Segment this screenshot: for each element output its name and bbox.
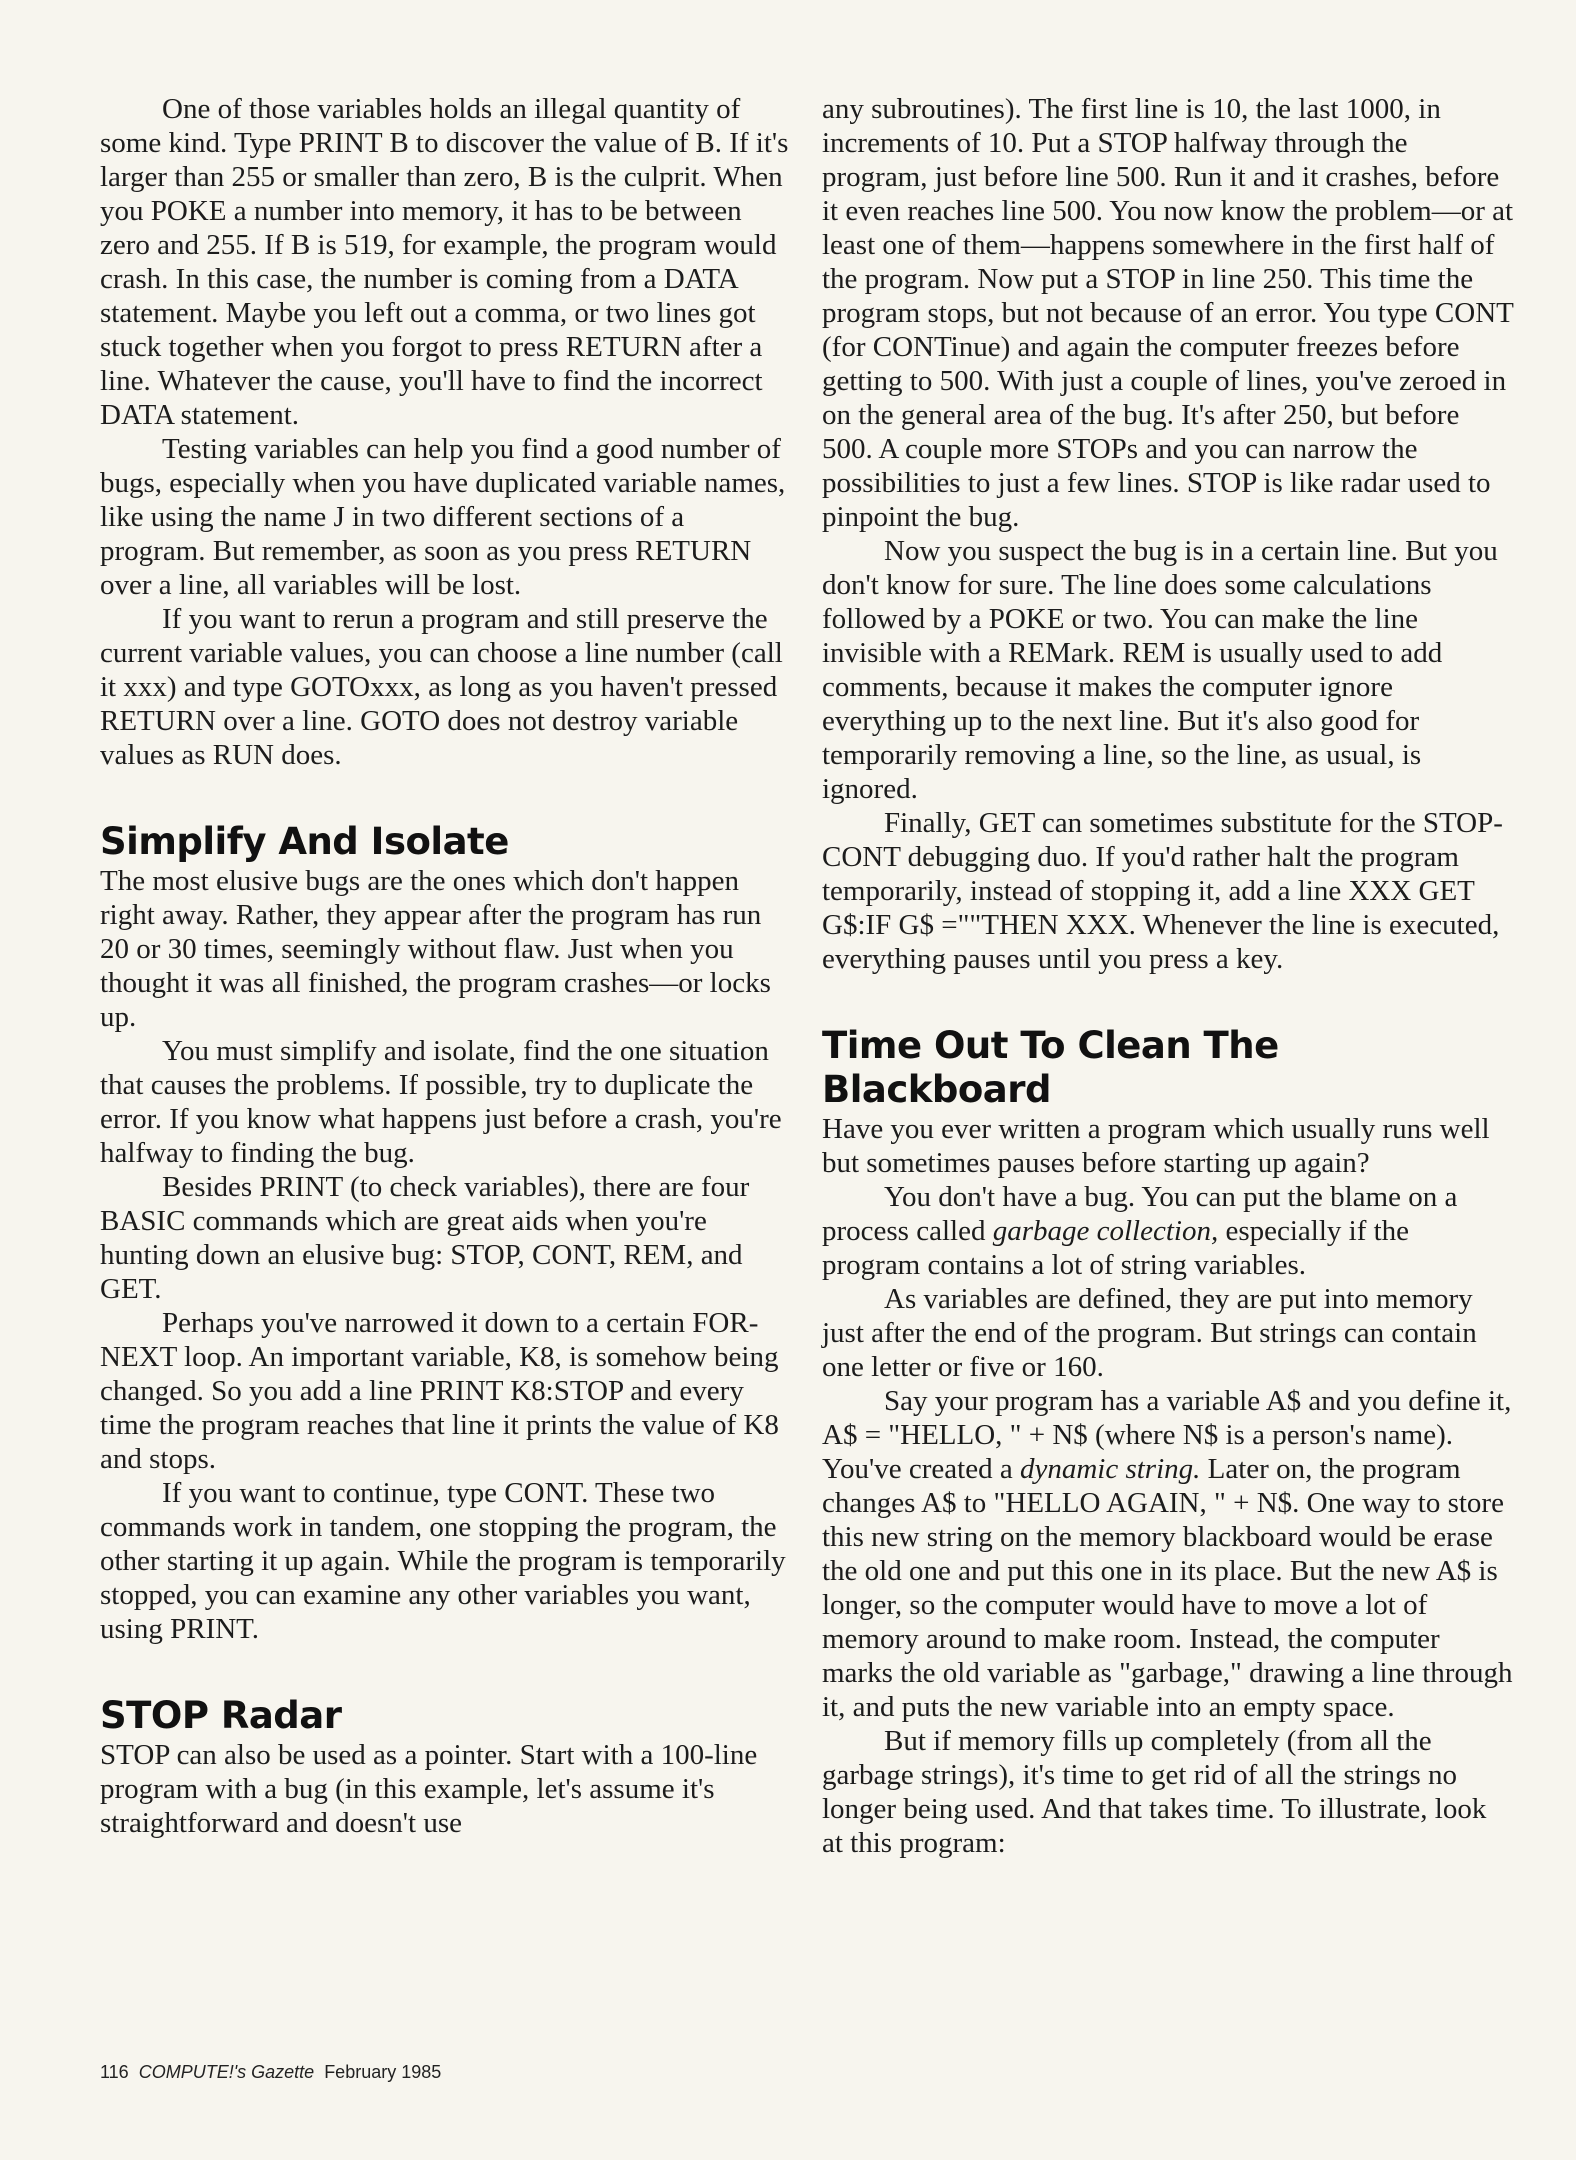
page-number: 116 <box>100 2062 129 2082</box>
body-paragraph: Now you suspect the bug is in a certain line. But you don't know for sure. The line does some calculations followed by a POKE or two. You can make the line invisible with a REMark. REM is usually used to add comments, because it makes the computer ignore everything up to the next line. But it's also good for temporarily removing a line, so the line, as usual, is ignored. <box>822 535 1498 805</box>
right-column <box>822 92 1514 1860</box>
body-paragraph: One of those variables holds an illegal quantity of some kind. Type PRINT B to discover the value of B. If it's larger than 255 or smaller than zero, B is the culprit. When you POKE a number into memory, it has to be between zero and 255. If B is 519, for example, the program would crash. In this case, the number is coming from a DATA statement. Maybe you left out a comma, or two lines got stuck together when you forgot to press RETURN after a line. Whatever the cause, you'll have to find the incorrect DATA statement. <box>100 93 789 431</box>
section-heading-simplify: Simplify And Isolate <box>100 820 509 863</box>
body-paragraph: Finally, GET can sometimes substitute for the STOP-CONT debugging duo. If you'd rather halt the program temporarily, instead of stopping it, add a line XXX GET G$:IF G$ =""THEN XXX. Whenever the line is executed, everything pauses until you press a key. <box>822 807 1503 975</box>
spacer <box>100 1646 792 1694</box>
issue-date: February 1985 <box>324 2062 442 2082</box>
body-paragraph: You must simplify and isolate, find the one situation that causes the problems. If possible, try to duplicate the error. If you know what happens just before a crash, you're halfway to finding the bug. <box>100 1035 782 1169</box>
body-paragraph <box>822 1180 1514 1282</box>
spacer <box>822 976 1514 1024</box>
section-heading-stop-radar: STOP Radar <box>100 1694 342 1737</box>
body-paragraph: As variables are defined, they are put into memory just after the end of the program. But strings can contain one letter or five or 160. <box>822 1283 1477 1383</box>
body-paragraph: Testing variables can help you find a good number of bugs, especially when you have duplicated variable names, like using the name J in two different sections of a program. But remember, as soon as you press RETURN over a line, all variables will be lost. <box>100 433 786 601</box>
body-paragraph: any subroutines). The first line is 10, the last 1000, in increments of 10. Put a STOP halfway through the program, just before line 500. Run it and it crashes, before it even reaches line 500. You now know the problem—or at least one of them—happens somewhere in the first half of the program. Now put a STOP in line 250. This time the program stops, but not because of an error. You type CONT (for CONTinue) and again the computer freezes before getting to 500. With just a couple of lines, you've zeroed in on the general area of the bug. It's after 250, but before 500. A couple more STOPs and you can narrow the possibilities to just a few lines. STOP is like radar used to pinpoint the bug. <box>822 93 1514 533</box>
section-heading-blackboard: Time Out To Clean The Blackboard <box>822 1024 1279 1111</box>
italic-term: garbage collection, <box>992 1215 1219 1247</box>
body-paragraph: STOP can also be used as a pointer. Start with a 100-line program with a bug (in this example, let's assume it's straightforward and doesn't use <box>100 1739 758 1839</box>
body-paragraph: If you want to rerun a program and still preserve the current variable values, you can choose a line number (call it xxx) and type GOTOxxx, as long as you haven't pressed RETURN over a line. GOTO does not destroy variable values as RUN does. <box>100 603 783 771</box>
body-paragraph: The most elusive bugs are the ones which don't happen right away. Rather, they appear after the program has run 20 or 30 times, seemingly without flaw. Just when you thought it was all finished, the program crashes—or locks up. <box>100 865 771 1033</box>
left-column <box>100 92 792 1840</box>
page-footer <box>100 2062 441 2083</box>
body-paragraph: Have you ever written a program which usually runs well but sometimes pauses before starting up again? <box>822 1113 1490 1179</box>
body-paragraph: If you want to continue, type CONT. These two commands work in tandem, one stopping the program, the other starting it up again. While the program is temporarily stopped, you can examine any other variables you want, using PRINT. <box>100 1477 786 1645</box>
text-run: You don't have a bug. You can put the blame on a process called <box>822 1181 1458 1247</box>
spacer <box>100 772 792 820</box>
body-paragraph: Perhaps you've narrowed it down to a certain FOR-NEXT loop. An important variable, K8, is somehow being changed. So you add a line PRINT K8:STOP and every time the program reaches that line it prints the value of K8 and stops. <box>100 1307 779 1475</box>
italic-term: dynamic string. <box>1019 1453 1201 1485</box>
body-paragraph: But if memory fills up completely (from all the garbage strings), it's time to get rid of all the strings no longer being used. And that takes time. To illustrate, look at this program: <box>822 1725 1487 1859</box>
text-run: especially if the program contains a lot of string variables. <box>822 1215 1410 1281</box>
body-paragraph <box>822 1384 1514 1724</box>
text-run: Say your program has a variable A$ and you define it, A$ = "HELLO, " + N$ (where N$ is a person's name). You've created a <box>822 1385 1512 1485</box>
publication-name: COMPUTE!'s Gazette <box>138 2062 315 2082</box>
text-run: Later on, the program changes A$ to "HELLO AGAIN, " + N$. One way to store this new string on the memory blackboard would be erase the old one and put this one in its place. But the new A$ is longer, so the computer would have to move a lot of memory around to make room. Instead, the computer marks the old variable as "garbage," drawing a line through it, and puts the new variable into an empty space. <box>822 1453 1513 1723</box>
body-paragraph: Besides PRINT (to check variables), there are four BASIC commands which are great aids when you're hunting down an elusive bug: STOP, CONT, REM, and GET. <box>100 1171 750 1305</box>
